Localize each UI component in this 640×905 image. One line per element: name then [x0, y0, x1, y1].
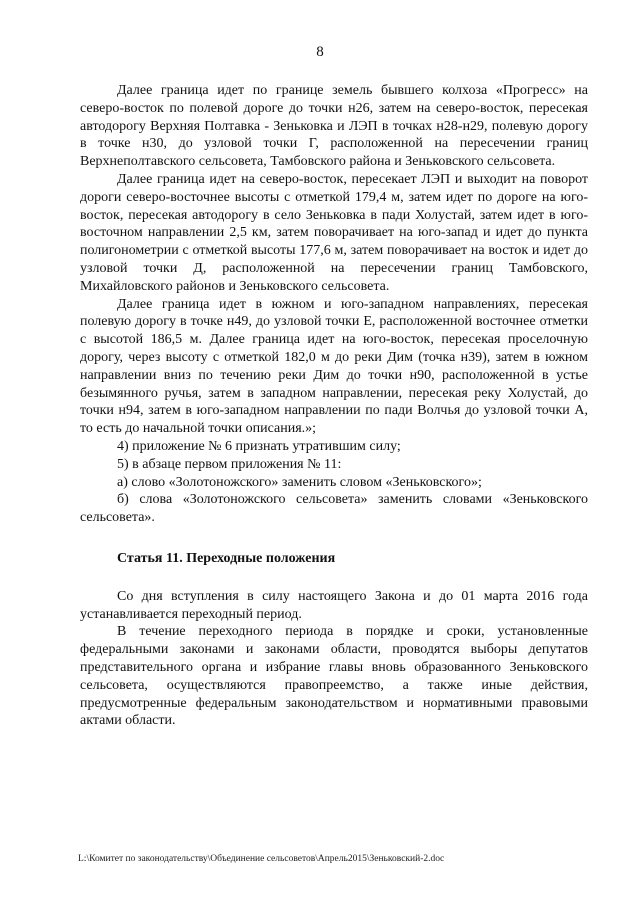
- section-heading: Статья 11. Переходные положения: [117, 550, 336, 566]
- list-item: 5) в абзаце первом приложения № 11:: [117, 456, 342, 472]
- paragraph: Далее граница идет по границе земель бывшего колхоза «Прогресс» на северо-восток по полевой дороге до точки н26, затем на северо-восток, пересекая автодорогу Верхняя Полтавка - Зеньковка и ЛЭП в точках н28-н29, полевую дорогу в точке н30, до узловой точки Г, расположенной на пересечении границ Верхнеполтавского сельсовета, Тамбовского района и Зеньковского сельсовета.: [80, 83, 588, 170]
- paragraph: Со дня вступления в силу настоящего Закона и до 01 марта 2016 года устанавливается переходный период.: [80, 588, 588, 622]
- paragraph: Далее граница идет на северо-восток, пересекает ЛЭП и выходит на поворот дороги северо-восточнее высоты с отметкой 179,4 м, затем идет по дороге на юго-восток, пересекая автодорогу в село Зеньковка в пади Холустай, затем идет в юго-восточном направлении 2,5 км, затем поворачивает на юго-запад и идет до пункта полигонометрии с отметкой высоты 177,6 м, затем поворачивает на восток и идет до узловой точки Д, расположенной на пересечении границ Тамбовского, Михайловского районов и Зеньковского сельсовета.: [80, 171, 588, 294]
- list-item: б) слова «Золотоножского сельсовета» заменить словами «Зеньковского сельсовета».: [80, 492, 588, 526]
- list-item: 4) приложение № 6 признать утратившим силу;: [117, 438, 401, 454]
- footer-file-path: L:\Комитет по законодательству\Объединение сельсоветов\Апрель2015\Зеньковский-2.doc: [78, 854, 445, 864]
- page-number: 8: [316, 44, 324, 60]
- list-item: а) слово «Золотоножского» заменить словом «Зеньковского»;: [117, 474, 482, 490]
- paragraph: Далее граница идет в южном и юго-западном направлениях, пересекая полевую дорогу в точке н49, до узловой точки Е, расположенной восточнее отметки с высотой 186,5 м. Далее граница идет на юго-восток, пересекая проселочную дорогу, через высоту с отметкой 182,0 м до реки Дим (точка н39), затем в южном направлении вниз по течению реки Дим до точки н90, расположенной в устье безымянного ручья, затем в западном направлении, пересекая реку Холустай, до точки н94, затем в юго-западном направлении по пади Волчья до узловой точки А, то есть до начальной точки описания.»;: [80, 296, 588, 437]
- paragraph: В течение переходного периода в порядке и сроки, установленные федеральными законами и законами области, проводятся выборы депутатов представительного органа и избрание главы вновь образованного Зеньковского сельсовета, осуществляются правопреемство, а также иные действия, предусмотренные федеральным законодательством и нормативными правовыми актами области.: [80, 624, 588, 729]
- document-body: [80, 82, 588, 730]
